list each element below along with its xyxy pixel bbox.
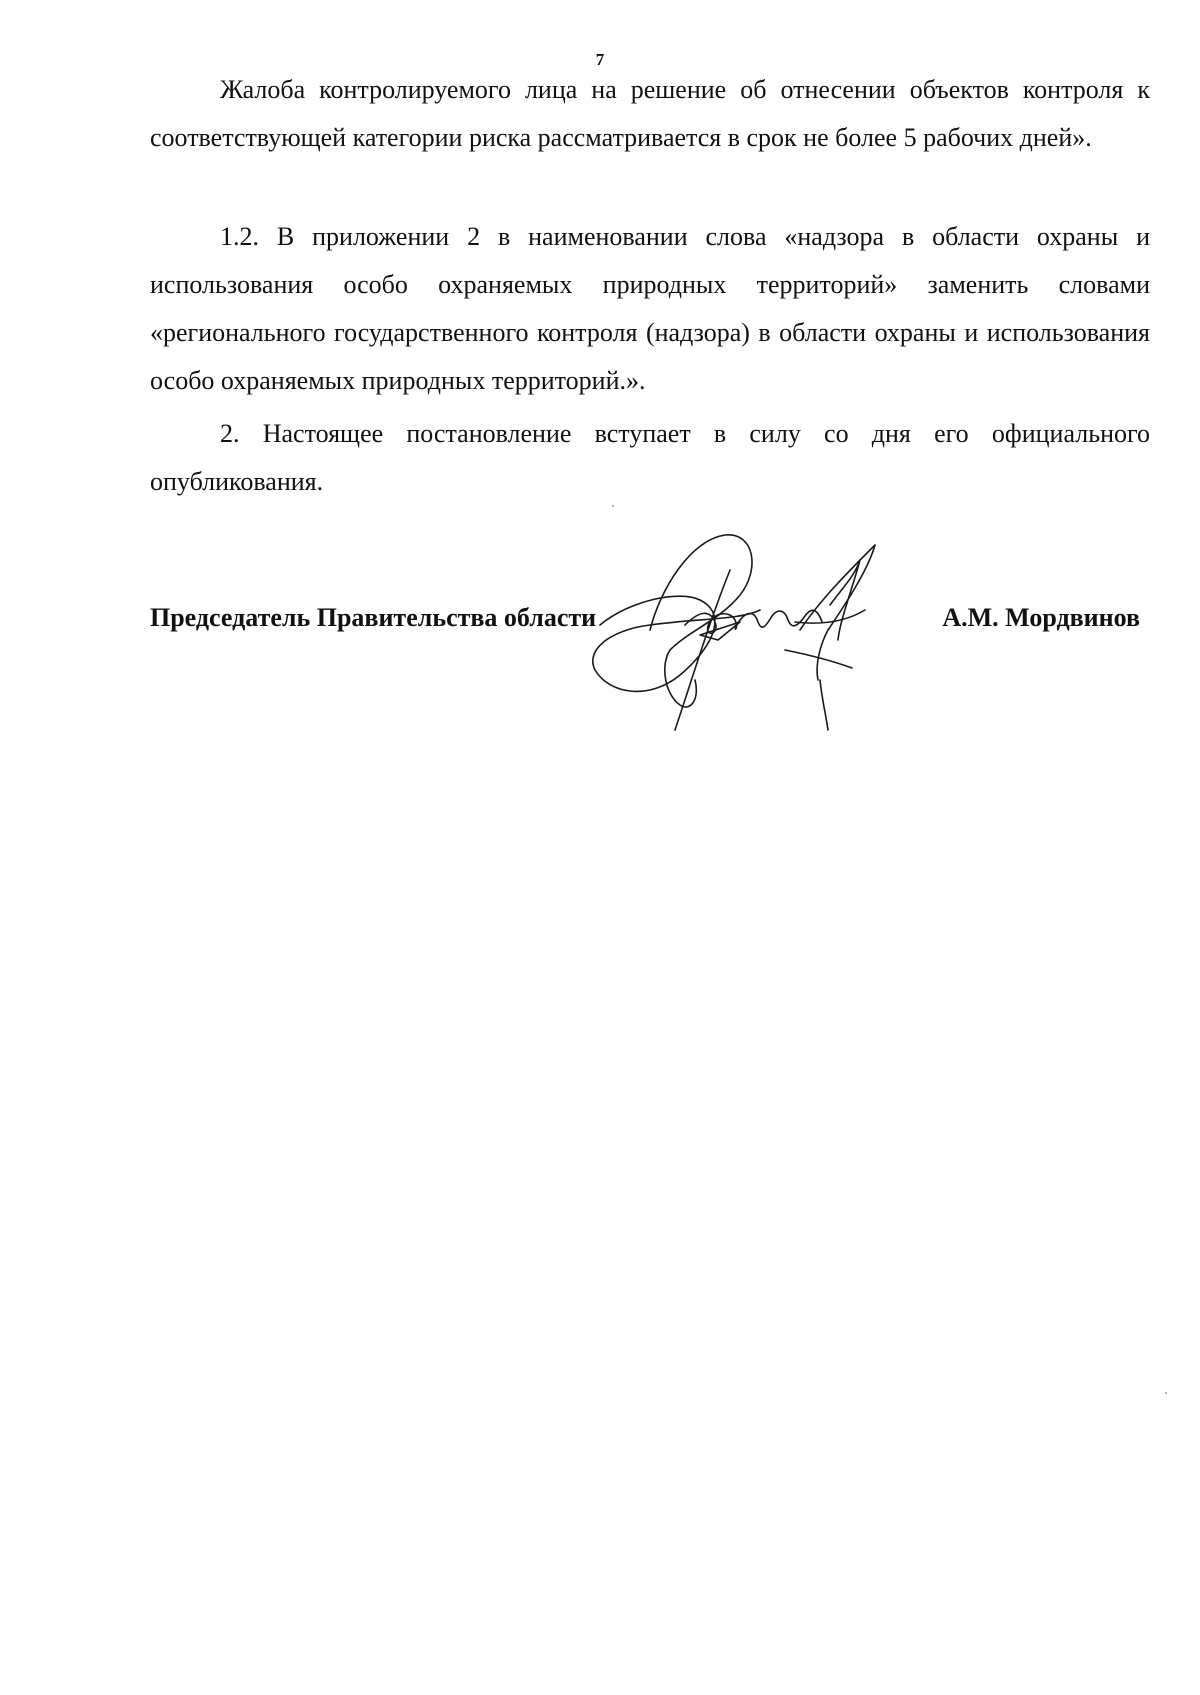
paragraph-2-text: 1.2. В приложении 2 в наименовании слова «надзора в области охраны и использования особо охраняемых природных территорий» заменить словами «регионального государственного контроля (надзора) в области охраны и использования особо охраняемых природных территорий.». [150,222,1150,395]
signatory-title: Председатель Правительства области [150,603,597,632]
scan-speck [612,505,614,507]
handwritten-signature [590,530,950,740]
page-number: 7 [595,50,605,69]
paragraph-2 [150,213,1150,405]
paragraph-3-text: 2. Настоящее постановление вступает в силу со дня его официального опубликования. [150,419,1150,496]
paragraph-3 [150,410,1150,506]
paragraph-1-text: Жалоба контролируемого лица на решение об отнесении объектов контроля к соответствующей категории риска рассматривается в срок не более 5 рабочих дней». [150,75,1150,152]
signatory-name: А.М. Мордвинов [942,603,1140,632]
scan-speck [1165,1392,1167,1394]
paragraph-1 [150,66,1150,162]
